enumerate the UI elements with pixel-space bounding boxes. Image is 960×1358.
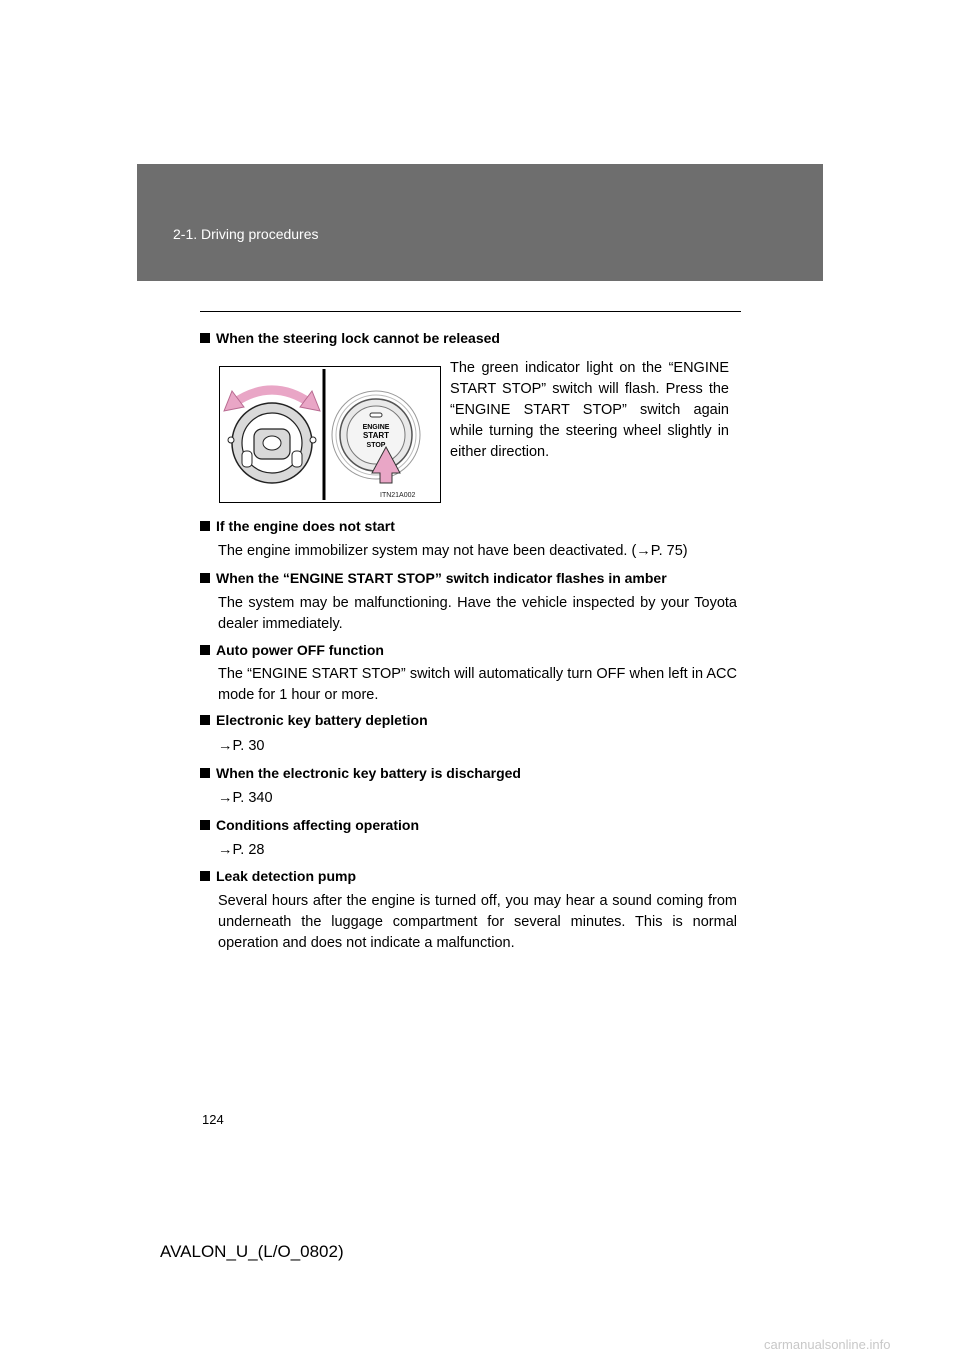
button-line-1: ENGINE — [362, 424, 390, 431]
button-line-2: START — [362, 431, 390, 440]
heading-engine-not-start: If the engine does not start — [200, 517, 395, 535]
heading-key-battery-discharged: When the electronic key battery is discharged — [200, 764, 521, 782]
section-header-bar — [137, 164, 823, 281]
illustration-steering-start-button — [219, 366, 441, 503]
body-indicator-amber: The system may be malfunctioning. Have the vehicle inspected by your Toyota dealer immediately. — [218, 595, 737, 632]
bullet-square-icon — [200, 871, 210, 881]
bullet-square-icon — [200, 645, 210, 655]
bullet-square-icon — [200, 333, 210, 343]
document-footer: AVALON_U_(L/O_0802) — [160, 1242, 344, 1261]
figure-code: ITN21A002 — [380, 492, 416, 499]
bullet-square-icon — [200, 820, 210, 830]
body-leak-detection: Several hours after the engine is turned off, you may hear a sound coming from underneath the luggage compartment for several minutes. This is normal operation and does not indicate a malfunction. — [218, 893, 737, 951]
heading-key-battery-depletion: Electronic key battery depletion — [200, 711, 428, 729]
watermark: carmanualsonline.info — [764, 1337, 891, 1352]
heading-conditions-operation: Conditions affecting operation — [200, 816, 419, 834]
bullet-square-icon — [200, 521, 210, 531]
steering-wheel-icon — [228, 403, 316, 483]
ref-key-battery-depletion: →P. 30 — [218, 738, 265, 754]
heading-leak-detection: Leak detection pump — [200, 867, 356, 885]
heading-steering-lock: When the steering lock cannot be released — [200, 329, 500, 347]
ref-conditions-operation: →P. 28 — [218, 842, 265, 858]
heading-indicator-amber: When the “ENGINE START STOP” switch indicator flashes in amber — [200, 569, 667, 587]
figure-caption: The green indicator light on the “ENGINE START STOP” switch will flash. Press the “ENGINE START STOP” switch again while turning the steering wheel slightly in either direction. — [450, 360, 729, 460]
bullet-square-icon — [200, 768, 210, 778]
bullet-square-icon — [200, 715, 210, 725]
ref-key-battery-discharged: →P. 340 — [218, 790, 273, 806]
body-engine-not-start: The engine immobilizer system may not have been deactivated. (→P. 75) — [218, 543, 688, 559]
bullet-square-icon — [200, 573, 210, 583]
button-line-3: STOP — [366, 442, 386, 449]
page-number: 124 — [202, 1112, 224, 1127]
body-auto-power-off: The “ENGINE START STOP” switch will automatically turn OFF when left in ACC mode for 1 hour or more. — [218, 666, 737, 703]
section-title: 2-1. Driving procedures — [173, 226, 319, 242]
heading-auto-power-off: Auto power OFF function — [200, 641, 384, 659]
divider — [200, 311, 741, 312]
